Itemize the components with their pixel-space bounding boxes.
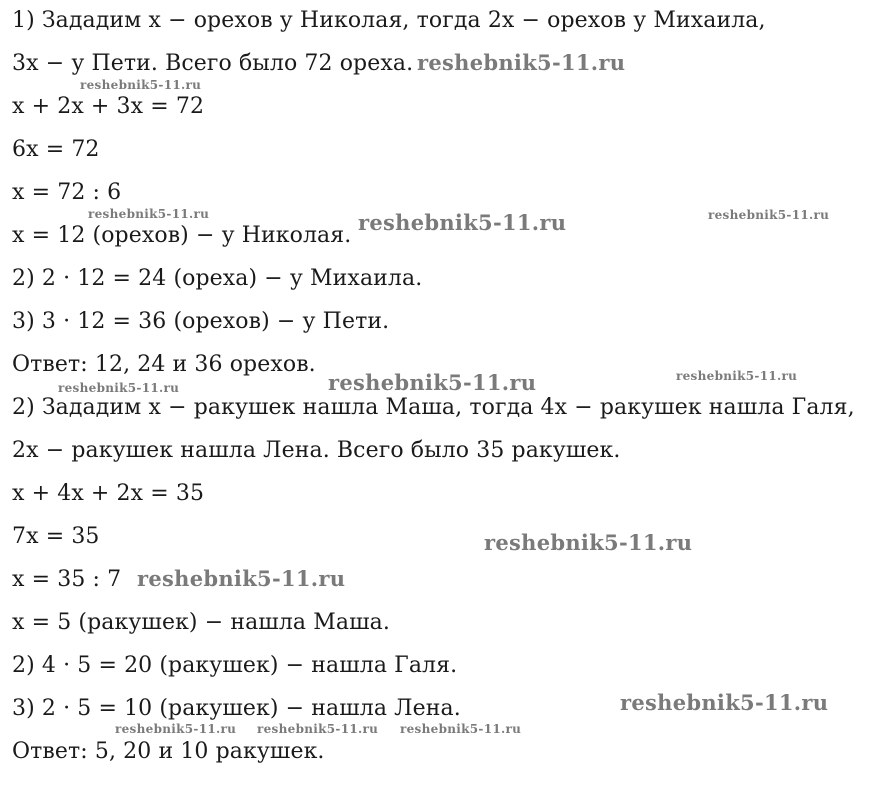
watermark: reshebnik5-11.ru [80,78,202,92]
problem1-equation-2: 6x = 72 [12,137,100,162]
problem2-equation-3: x = 35 : 7 [12,567,122,592]
watermark: reshebnik5-11.ru [257,722,379,736]
watermark: reshebnik5-11.ru [358,210,567,235]
problem2-equation-2: 7x = 35 [12,524,100,549]
problem1-equation-3: x = 72 : 6 [12,180,122,205]
problem1-line-2: 3x − у Пети. Всего было 72 ореха. [12,51,414,76]
problem1-equation-1: x + 2x + 3x = 72 [12,94,205,119]
watermark: reshebnik5-11.ru [137,566,346,591]
watermark: reshebnik5-11.ru [88,207,210,221]
watermark: reshebnik5-11.ru [328,370,537,395]
watermark: reshebnik5-11.ru [484,530,693,555]
problem2-line-1: 2) Зададим x − ракушек нашла Маша, тогда 4x − ракушек нашла Галя, [12,395,855,420]
watermark: reshebnik5-11.ru [58,381,180,395]
problem1-step-2: 2) 2 · 12 = 24 (ореха) − у Михаила. [12,266,423,291]
problem1-answer: Ответ: 12, 24 и 36 орехов. [12,352,316,377]
problem2-step-2: 2) 4 · 5 = 20 (ракушек) − нашла Галя. [12,653,458,678]
problem2-equation-1: x + 4x + 2x = 35 [12,481,205,506]
watermark: reshebnik5-11.ru [115,722,237,736]
watermark: reshebnik5-11.ru [676,369,798,383]
problem1-result-nikolai: x = 12 (орехов) − у Николая. [12,223,352,248]
watermark: reshebnik5-11.ru [400,722,522,736]
problem2-answer: Ответ: 5, 20 и 10 ракушек. [12,739,325,764]
watermark: reshebnik5-11.ru [708,208,830,222]
problem1-step-3: 3) 3 · 12 = 36 (орехов) − у Пети. [12,309,390,334]
problem2-line-2: 2x − ракушек нашла Лена. Всего было 35 ракушек. [12,438,621,463]
problem2-step-3: 3) 2 · 5 = 10 (ракушек) − нашла Лена. [12,696,461,721]
problem1-line-1: 1) Зададим x − орехов у Николая, тогда 2x − орехов у Михаила, [12,8,766,33]
problem2-result-masha: x = 5 (ракушек) − нашла Маша. [12,610,390,635]
watermark: reshebnik5-11.ru [417,50,626,75]
watermark: reshebnik5-11.ru [620,690,829,715]
